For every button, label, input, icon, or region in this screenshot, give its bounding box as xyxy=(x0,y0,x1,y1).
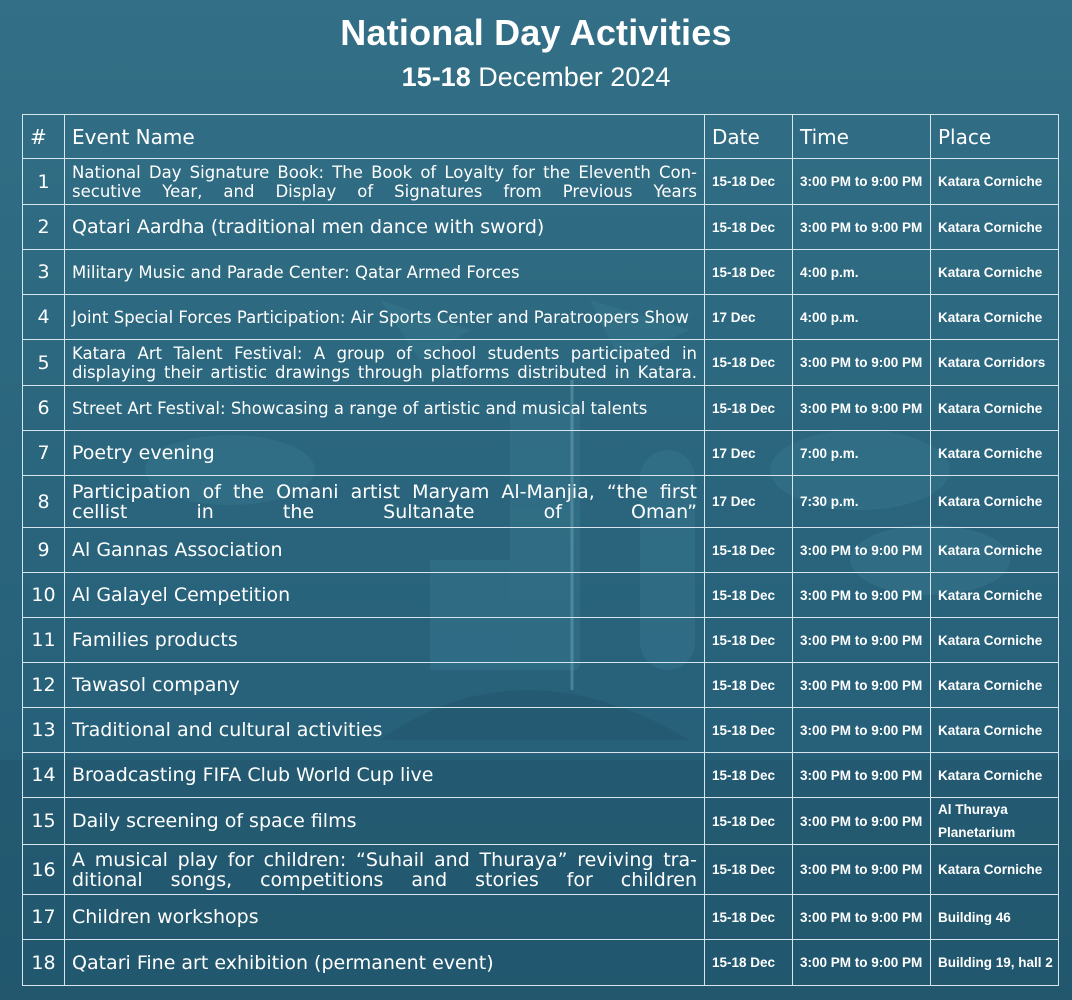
event-place: Katara Corniche xyxy=(931,476,1059,528)
event-place: Katara Corniche xyxy=(931,618,1059,663)
event-name: Poetry evening xyxy=(65,431,705,476)
event-time: 3:00 PM to 9:00 PM xyxy=(793,940,931,986)
event-place: Katara Corniche xyxy=(931,250,1059,295)
event-place: Katara Corridors xyxy=(931,340,1059,386)
table-row xyxy=(23,295,1059,340)
table-row xyxy=(23,159,1059,205)
event-date: 17 Dec xyxy=(705,295,793,340)
events-table xyxy=(22,114,1059,986)
event-name: National Day Signature Book: The Book of Loyalty for the Eleventh Con-secutive Year, and Display of Signatures from Previous Years xyxy=(65,159,705,205)
event-place: Al Thuraya Planetarium xyxy=(931,798,1059,845)
column-header-event: Event Name xyxy=(65,115,705,159)
event-date: 15-18 Dec xyxy=(705,159,793,205)
table-row xyxy=(23,250,1059,295)
event-time: 4:00 p.m. xyxy=(793,250,931,295)
event-name: Qatari Aardha (traditional men dance with sword) xyxy=(65,205,705,250)
column-header-number: # xyxy=(23,115,65,159)
page-title: National Day Activities xyxy=(340,12,732,53)
event-date: 15-18 Dec xyxy=(705,895,793,940)
column-header-date: Date xyxy=(705,115,793,159)
table-row xyxy=(23,340,1059,386)
event-name: Children workshops xyxy=(65,895,705,940)
event-name: Tawasol company xyxy=(65,663,705,708)
table-row xyxy=(23,753,1059,798)
row-number: 17 xyxy=(23,895,65,940)
table-row xyxy=(23,663,1059,708)
event-time: 3:00 PM to 9:00 PM xyxy=(793,845,931,895)
event-date: 17 Dec xyxy=(705,476,793,528)
table-row xyxy=(23,708,1059,753)
table-row xyxy=(23,386,1059,431)
row-number: 6 xyxy=(23,386,65,431)
event-name: Broadcasting FIFA Club World Cup live xyxy=(65,753,705,798)
event-place: Katara Corniche xyxy=(931,295,1059,340)
column-header-place: Place xyxy=(931,115,1059,159)
row-number: 18 xyxy=(23,940,65,986)
event-name: Katara Art Talent Festival: A group of school students participated in displaying their artistic drawings through platforms distributed in Katara. xyxy=(65,340,705,386)
event-date: 15-18 Dec xyxy=(705,573,793,618)
row-number: 15 xyxy=(23,798,65,845)
table-row xyxy=(23,431,1059,476)
event-name: Al Galayel Cempetition xyxy=(65,573,705,618)
event-date: 15-18 Dec xyxy=(705,708,793,753)
row-number: 9 xyxy=(23,528,65,573)
event-place: Building 19, hall 2 xyxy=(931,940,1059,986)
table-row xyxy=(23,618,1059,663)
event-time: 3:00 PM to 9:00 PM xyxy=(793,573,931,618)
event-time: 3:00 PM to 9:00 PM xyxy=(793,340,931,386)
event-date: 15-18 Dec xyxy=(705,528,793,573)
event-time: 3:00 PM to 9:00 PM xyxy=(793,753,931,798)
event-name: Joint Special Forces Participation: Air Sports Center and Paratroopers Show xyxy=(65,295,705,340)
row-number: 7 xyxy=(23,431,65,476)
event-place: Katara Corniche xyxy=(931,528,1059,573)
event-time: 3:00 PM to 9:00 PM xyxy=(793,528,931,573)
event-place: Katara Corniche xyxy=(931,573,1059,618)
event-date: 15-18 Dec xyxy=(705,663,793,708)
row-number: 11 xyxy=(23,618,65,663)
table-row xyxy=(23,476,1059,528)
row-number: 16 xyxy=(23,845,65,895)
event-name: Al Gannas Association xyxy=(65,528,705,573)
event-date: 15-18 Dec xyxy=(705,798,793,845)
row-number: 1 xyxy=(23,159,65,205)
event-name: Military Music and Parade Center: Qatar Armed Forces xyxy=(65,250,705,295)
event-time: 3:00 PM to 9:00 PM xyxy=(793,798,931,845)
event-time: 3:00 PM to 9:00 PM xyxy=(793,205,931,250)
event-date: 15-18 Dec xyxy=(705,386,793,431)
event-date: 15-18 Dec xyxy=(705,340,793,386)
event-date: 15-18 Dec xyxy=(705,845,793,895)
event-time: 3:00 PM to 9:00 PM xyxy=(793,663,931,708)
table-row xyxy=(23,573,1059,618)
row-number: 8 xyxy=(23,476,65,528)
event-place: Building 46 xyxy=(931,895,1059,940)
event-place: Katara Corniche xyxy=(931,205,1059,250)
table-row xyxy=(23,940,1059,986)
row-number: 14 xyxy=(23,753,65,798)
event-place: Katara Corniche xyxy=(931,708,1059,753)
event-date: 15-18 Dec xyxy=(705,250,793,295)
event-place: Katara Corniche xyxy=(931,845,1059,895)
event-name: Traditional and cultural activities xyxy=(65,708,705,753)
event-time: 3:00 PM to 9:00 PM xyxy=(793,159,931,205)
page-subtitle xyxy=(0,62,1072,93)
event-date: 17 Dec xyxy=(705,431,793,476)
event-time: 4:00 p.m. xyxy=(793,295,931,340)
event-date: 15-18 Dec xyxy=(705,753,793,798)
event-place: Katara Corniche xyxy=(931,431,1059,476)
row-number: 5 xyxy=(23,340,65,386)
date-range: 15-18 xyxy=(401,62,471,92)
event-name: Qatari Fine art exhibition (permanent event) xyxy=(65,940,705,986)
event-time: 3:00 PM to 9:00 PM xyxy=(793,895,931,940)
event-place: Katara Corniche xyxy=(931,386,1059,431)
table-row xyxy=(23,528,1059,573)
table-row xyxy=(23,895,1059,940)
row-number: 13 xyxy=(23,708,65,753)
event-name: A musical play for children: “Suhail and Thuraya” reviving tra-ditional songs, competitions and stories for children xyxy=(65,845,705,895)
event-place: Katara Corniche xyxy=(931,753,1059,798)
column-header-time: Time xyxy=(793,115,931,159)
event-date: 15-18 Dec xyxy=(705,940,793,986)
event-time: 3:00 PM to 9:00 PM xyxy=(793,386,931,431)
row-number: 4 xyxy=(23,295,65,340)
row-number: 2 xyxy=(23,205,65,250)
event-time: 7:00 p.m. xyxy=(793,431,931,476)
event-date: 15-18 Dec xyxy=(705,205,793,250)
row-number: 10 xyxy=(23,573,65,618)
event-name: Participation of the Omani artist Maryam Al-Manjia, “the first cellist in the Sultanate of Oman” xyxy=(65,476,705,528)
event-name: Street Art Festival: Showcasing a range of artistic and musical talents xyxy=(65,386,705,431)
table-row xyxy=(23,205,1059,250)
table-header-row xyxy=(23,115,1059,159)
event-time: 3:00 PM to 9:00 PM xyxy=(793,618,931,663)
row-number: 3 xyxy=(23,250,65,295)
event-name: Daily screening of space films xyxy=(65,798,705,845)
date-month-year: December 2024 xyxy=(470,62,671,92)
table-row xyxy=(23,798,1059,845)
event-place: Katara Corniche xyxy=(931,663,1059,708)
event-date: 15-18 Dec xyxy=(705,618,793,663)
event-name: Families products xyxy=(65,618,705,663)
event-place: Katara Corniche xyxy=(931,159,1059,205)
row-number: 12 xyxy=(23,663,65,708)
event-time: 3:00 PM to 9:00 PM xyxy=(793,708,931,753)
event-time: 7:30 p.m. xyxy=(793,476,931,528)
table-row xyxy=(23,845,1059,895)
